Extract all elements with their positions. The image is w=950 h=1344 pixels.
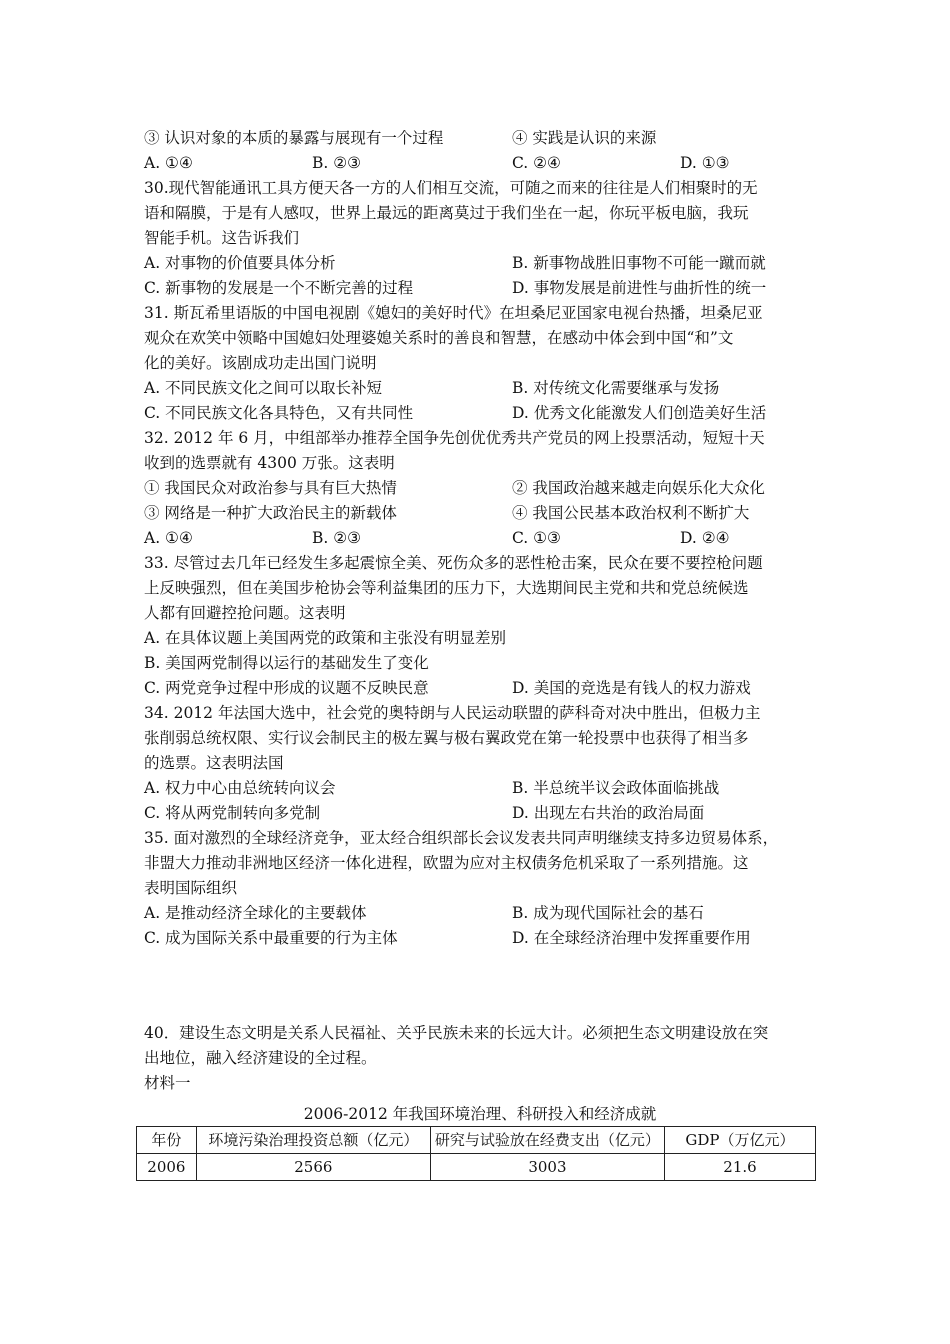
q31-stem-line: 31. 斯瓦希里语版的中国电视剧《媳妇的美好时代》在坦桑尼亚国家电视台热播，坦桑尼亚: [144, 304, 763, 322]
data-table: [136, 1126, 816, 1181]
q32-option-d[interactable]: D. ②④: [680, 529, 730, 547]
q31-option-c[interactable]: C. 不同民族文化各具特色，又有共同性: [144, 404, 414, 422]
q31-options-row: [144, 376, 816, 401]
q35-option-b[interactable]: B. 成为现代国际社会的基石: [512, 904, 704, 922]
q32-statements-row: [144, 476, 816, 501]
q30-stem-line: 智能手机。这告诉我们: [144, 229, 300, 247]
table-header-cell: 研究与试验放在经费支出（亿元）: [430, 1127, 664, 1154]
q35-options-row: [144, 926, 816, 951]
q32-statements-row: [144, 501, 816, 526]
q30-options-row: [144, 251, 816, 276]
q32-option-c[interactable]: C. ①③: [512, 529, 561, 547]
q29-option-c[interactable]: C. ②④: [512, 154, 561, 172]
q40-stem-line: 出地位，融入经济建设的全过程。: [144, 1049, 377, 1067]
table-cell: 2566: [196, 1154, 430, 1181]
q33-stem-line: 33. 尽管过去几年已经发生多起震惊全美、死伤众多的恶性枪击案，民众在要不要控枪问题: [144, 554, 763, 572]
q31-stem-line: 观众在欢笑中领略中国媳妇处理婆媳关系时的善良和智慧，在感动中体会到中国“和”文: [144, 329, 734, 347]
q30-option-d[interactable]: D. 事物发展是前进性与曲折性的统一: [512, 279, 767, 297]
table-header-cell: GDP（万亿元）: [664, 1127, 815, 1154]
q30-options-row: [144, 276, 816, 301]
q31-options-row: [144, 401, 816, 426]
q40-material-label: 材料一: [144, 1074, 191, 1092]
q32-statement-1: ① 我国民众对政治参与具有巨大热情: [144, 479, 397, 497]
q29-option-d[interactable]: D. ①③: [680, 154, 730, 172]
q29-statement-3: ③ 认识对象的本质的暴露与展现有一个过程: [144, 129, 444, 147]
q32-options: [144, 526, 816, 551]
q34-option-b[interactable]: B. 半总统半议会政体面临挑战: [512, 779, 720, 797]
q33-stem-line: 人都有回避控抢问题。这表明: [144, 604, 346, 622]
q32-option-b[interactable]: B. ②③: [312, 529, 362, 547]
q34-options-row: [144, 801, 816, 826]
table-cell: 21.6: [664, 1154, 815, 1181]
q35-stem-line: 非盟大力推动非洲地区经济一体化进程，欧盟为应对主权债务危机采取了一系列措施。这: [144, 854, 749, 872]
q31-stem-line: 化的美好。该剧成功走出国门说明: [144, 354, 377, 372]
q33-option-a[interactable]: A. 在具体议题上美国两党的政策和主张没有明显差别: [144, 629, 507, 647]
table-row: [137, 1154, 816, 1181]
q31-option-b[interactable]: B. 对传统文化需要继承与发扬: [512, 379, 720, 397]
q35-stem-line: 表明国际组织: [144, 879, 238, 897]
q32-stem-line: 32. 2012 年 6 月，中组部举办推荐全国争先创优优秀共产党员的网上投票活动，短短十天: [144, 429, 765, 447]
q35-option-d[interactable]: D. 在全球经济治理中发挥重要作用: [512, 929, 751, 947]
exam-page: [144, 126, 816, 1181]
q29-option-b[interactable]: B. ②③: [312, 154, 362, 172]
q34-option-a[interactable]: A. 权力中心由总统转向议会: [144, 779, 336, 797]
table-header-cell: 环境污染治理投资总额（亿元）: [196, 1127, 430, 1154]
q35-stem-line: 35. 面对激烈的全球经济竞争，亚太经合组织部长会议发表共同声明继续支持多边贸易体系，: [144, 829, 779, 847]
q30-option-c[interactable]: C. 新事物的发展是一个不断完善的过程: [144, 279, 414, 297]
q35-option-c[interactable]: C. 成为国际关系中最重要的行为主体: [144, 929, 398, 947]
q33-options-row: [144, 676, 816, 701]
table-cell: 2006: [137, 1154, 197, 1181]
q34-option-c[interactable]: C. 将从两党制转向多党制: [144, 804, 321, 822]
q30-stem-line: 30.现代智能通讯工具方便天各一方的人们相互交流，可随之而来的往往是人们相聚时的无: [144, 179, 758, 197]
q30-option-b[interactable]: B. 新事物战胜旧事物不可能一蹴而就: [512, 254, 766, 272]
q30-option-a[interactable]: A. 对事物的价值要具体分析: [144, 254, 336, 272]
table-cell: 3003: [430, 1154, 664, 1181]
q34-option-d[interactable]: D. 出现左右共治的政治局面: [512, 804, 705, 822]
q33-option-b[interactable]: B. 美国两党制得以运行的基础发生了变化: [144, 654, 429, 672]
q34-options-row: [144, 776, 816, 801]
q31-option-a[interactable]: A. 不同民族文化之间可以取长补短: [144, 379, 383, 397]
table-title: 2006-2012 年我国环境治理、科研投入和经济成就: [303, 1105, 657, 1123]
q34-stem-line: 的选票。这表明法国: [144, 754, 284, 772]
q34-stem-line: 张削弱总统权限、实行议会制民主的极左翼与极右翼政党在第一轮投票中也获得了相当多: [144, 729, 749, 747]
q40-stem-line: 40．建设生态文明是关系人民福祉、关乎民族未来的长远大计。必须把生态文明建设放在突: [144, 1024, 769, 1042]
q32-statement-2: ② 我国政治越来越走向娱乐化大众化: [512, 479, 765, 497]
q29-options: [144, 151, 816, 176]
section-gap: [144, 951, 816, 1021]
q32-statement-4: ④ 我国公民基本政治权利不断扩大: [512, 504, 750, 522]
q29-option-a[interactable]: A. ①④: [144, 154, 193, 172]
q33-option-d[interactable]: D. 美国的竞选是有钱人的权力游戏: [512, 679, 751, 697]
q33-option-c[interactable]: C. 两党竞争过程中形成的议题不反映民意: [144, 679, 429, 697]
q32-statement-3: ③ 网络是一种扩大政治民主的新载体: [144, 504, 397, 522]
q31-option-d[interactable]: D. 优秀文化能激发人们创造美好生活: [512, 404, 767, 422]
q29-statement-4: ④ 实践是认识的来源: [512, 129, 657, 147]
q35-option-a[interactable]: A. 是推动经济全球化的主要载体: [144, 904, 367, 922]
q30-stem-line: 语和隔膜，于是有人感叹，世界上最远的距离莫过于我们坐在一起，你玩平板电脑，我玩: [144, 204, 749, 222]
table-header-row: [137, 1127, 816, 1154]
q34-stem-line: 34. 2012 年法国大选中，社会党的奥特朗与人民运动联盟的萨科奇对决中胜出，但极力主: [144, 704, 761, 722]
q29-statements-row: [144, 126, 816, 151]
q35-options-row: [144, 901, 816, 926]
q32-option-a[interactable]: A. ①④: [144, 529, 193, 547]
table-header-cell: 年份: [137, 1127, 197, 1154]
q33-stem-line: 上反映强烈，但在美国步枪协会等利益集团的压力下，大选期间民主党和共和党总统候选: [144, 579, 749, 597]
q32-stem-line: 收到的选票就有 4300 万张。这表明: [144, 454, 395, 472]
